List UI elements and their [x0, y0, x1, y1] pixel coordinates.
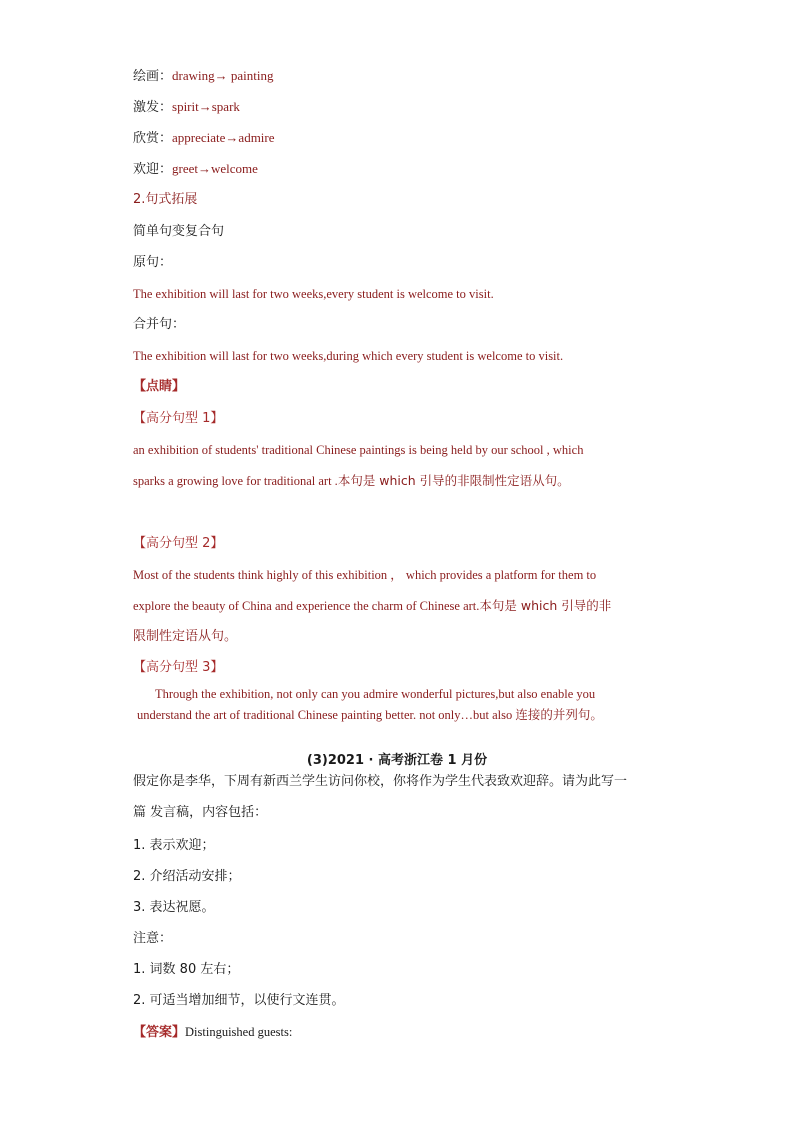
- vocab-item-admire: [133, 130, 275, 147]
- prompt-line1: 假定你是李华，下周有新西兰学生访问你校，你将作为学生代表致欢迎辞。请为此写一: [133, 774, 628, 789]
- pattern2-line2-cn: 本句是 which 引导的非: [479, 598, 612, 613]
- vocab-cn: 欢迎：: [133, 162, 173, 177]
- pattern3-line2-en: understand the art of traditional Chinese painting better. not only…but also: [137, 708, 516, 722]
- pattern1-line2-en: sparks a growing love for traditional art .: [133, 474, 338, 488]
- section-title-sentence-expansion: 2.句式拓展: [133, 192, 198, 207]
- pattern1-label: 【高分句型 1】: [133, 411, 224, 426]
- answer-label: 【答案】: [133, 1025, 186, 1040]
- pattern2-line3: 限制性定语从句。: [133, 629, 238, 644]
- pattern2-line2-en: explore the beauty of China and experience the charm of Chinese art.: [133, 599, 480, 613]
- vocab-en: spirit→spark: [172, 99, 240, 114]
- answer-line: [133, 1024, 292, 1041]
- merged-sentence: The exhibition will last for two weeks,during which every student is welcome to visit.: [133, 349, 564, 363]
- original-label: 原句：: [133, 255, 173, 270]
- vocab-item-welcome: [133, 161, 258, 178]
- vocab-cn: 激发：: [133, 100, 173, 115]
- vocab-en: appreciate→admire: [172, 130, 275, 145]
- original-sentence: The exhibition will last for two weeks,every student is welcome to visit.: [133, 287, 494, 301]
- pattern1-line2-cn: 本句是 which 引导的非限制性定语从句。: [337, 473, 570, 488]
- point-2: 2. 介绍活动安排；: [133, 869, 241, 884]
- pattern3-label: 【高分句型 3】: [133, 660, 224, 675]
- section3-title: (3)2021 · 高考浙江卷 1 月份: [306, 753, 488, 768]
- prompt-line2: 篇 发言稿，内容包括：: [133, 805, 268, 820]
- merged-label: 合并句：: [133, 317, 186, 332]
- pattern3-line1: Through the exhibition, not only can you admire wonderful pictures,but also enable you: [155, 687, 596, 701]
- pattern1-line2: [133, 473, 570, 489]
- vocab-en: drawing→ painting: [172, 68, 274, 83]
- pattern2-line1: Most of the students think highly of this exhibition ， which provides a platform for them to: [133, 568, 597, 582]
- point-3: 3. 表达祝愿。: [133, 900, 215, 915]
- vocab-item-spark: [133, 99, 240, 116]
- vocab-item-painting: [133, 68, 273, 85]
- note-1: 1. 词数 80 左右；: [133, 962, 240, 977]
- pattern1-line1: an exhibition of students' traditional Chinese paintings is being held by our school , which: [133, 443, 584, 457]
- pattern3-line2-cn: 连接的并列句。: [515, 707, 603, 722]
- dianjing-heading: 【点睛】: [133, 379, 186, 394]
- note-label: 注意：: [133, 931, 173, 946]
- point-1: 1. 表示欢迎；: [133, 838, 215, 853]
- vocab-cn: 绘画：: [133, 69, 173, 84]
- vocab-cn: 欣赏：: [133, 131, 173, 146]
- pattern2-label: 【高分句型 2】: [133, 536, 224, 551]
- answer-text: Distinguished guests:: [185, 1025, 293, 1039]
- pattern2-line2: [133, 598, 611, 614]
- subtitle-simple-to-complex: 简单句变复合句: [133, 224, 225, 239]
- note-2: 2. 可适当增加细节，以使行文连贯。: [133, 993, 345, 1008]
- pattern3-line2: [137, 707, 603, 723]
- vocab-en: greet→welcome: [172, 161, 258, 176]
